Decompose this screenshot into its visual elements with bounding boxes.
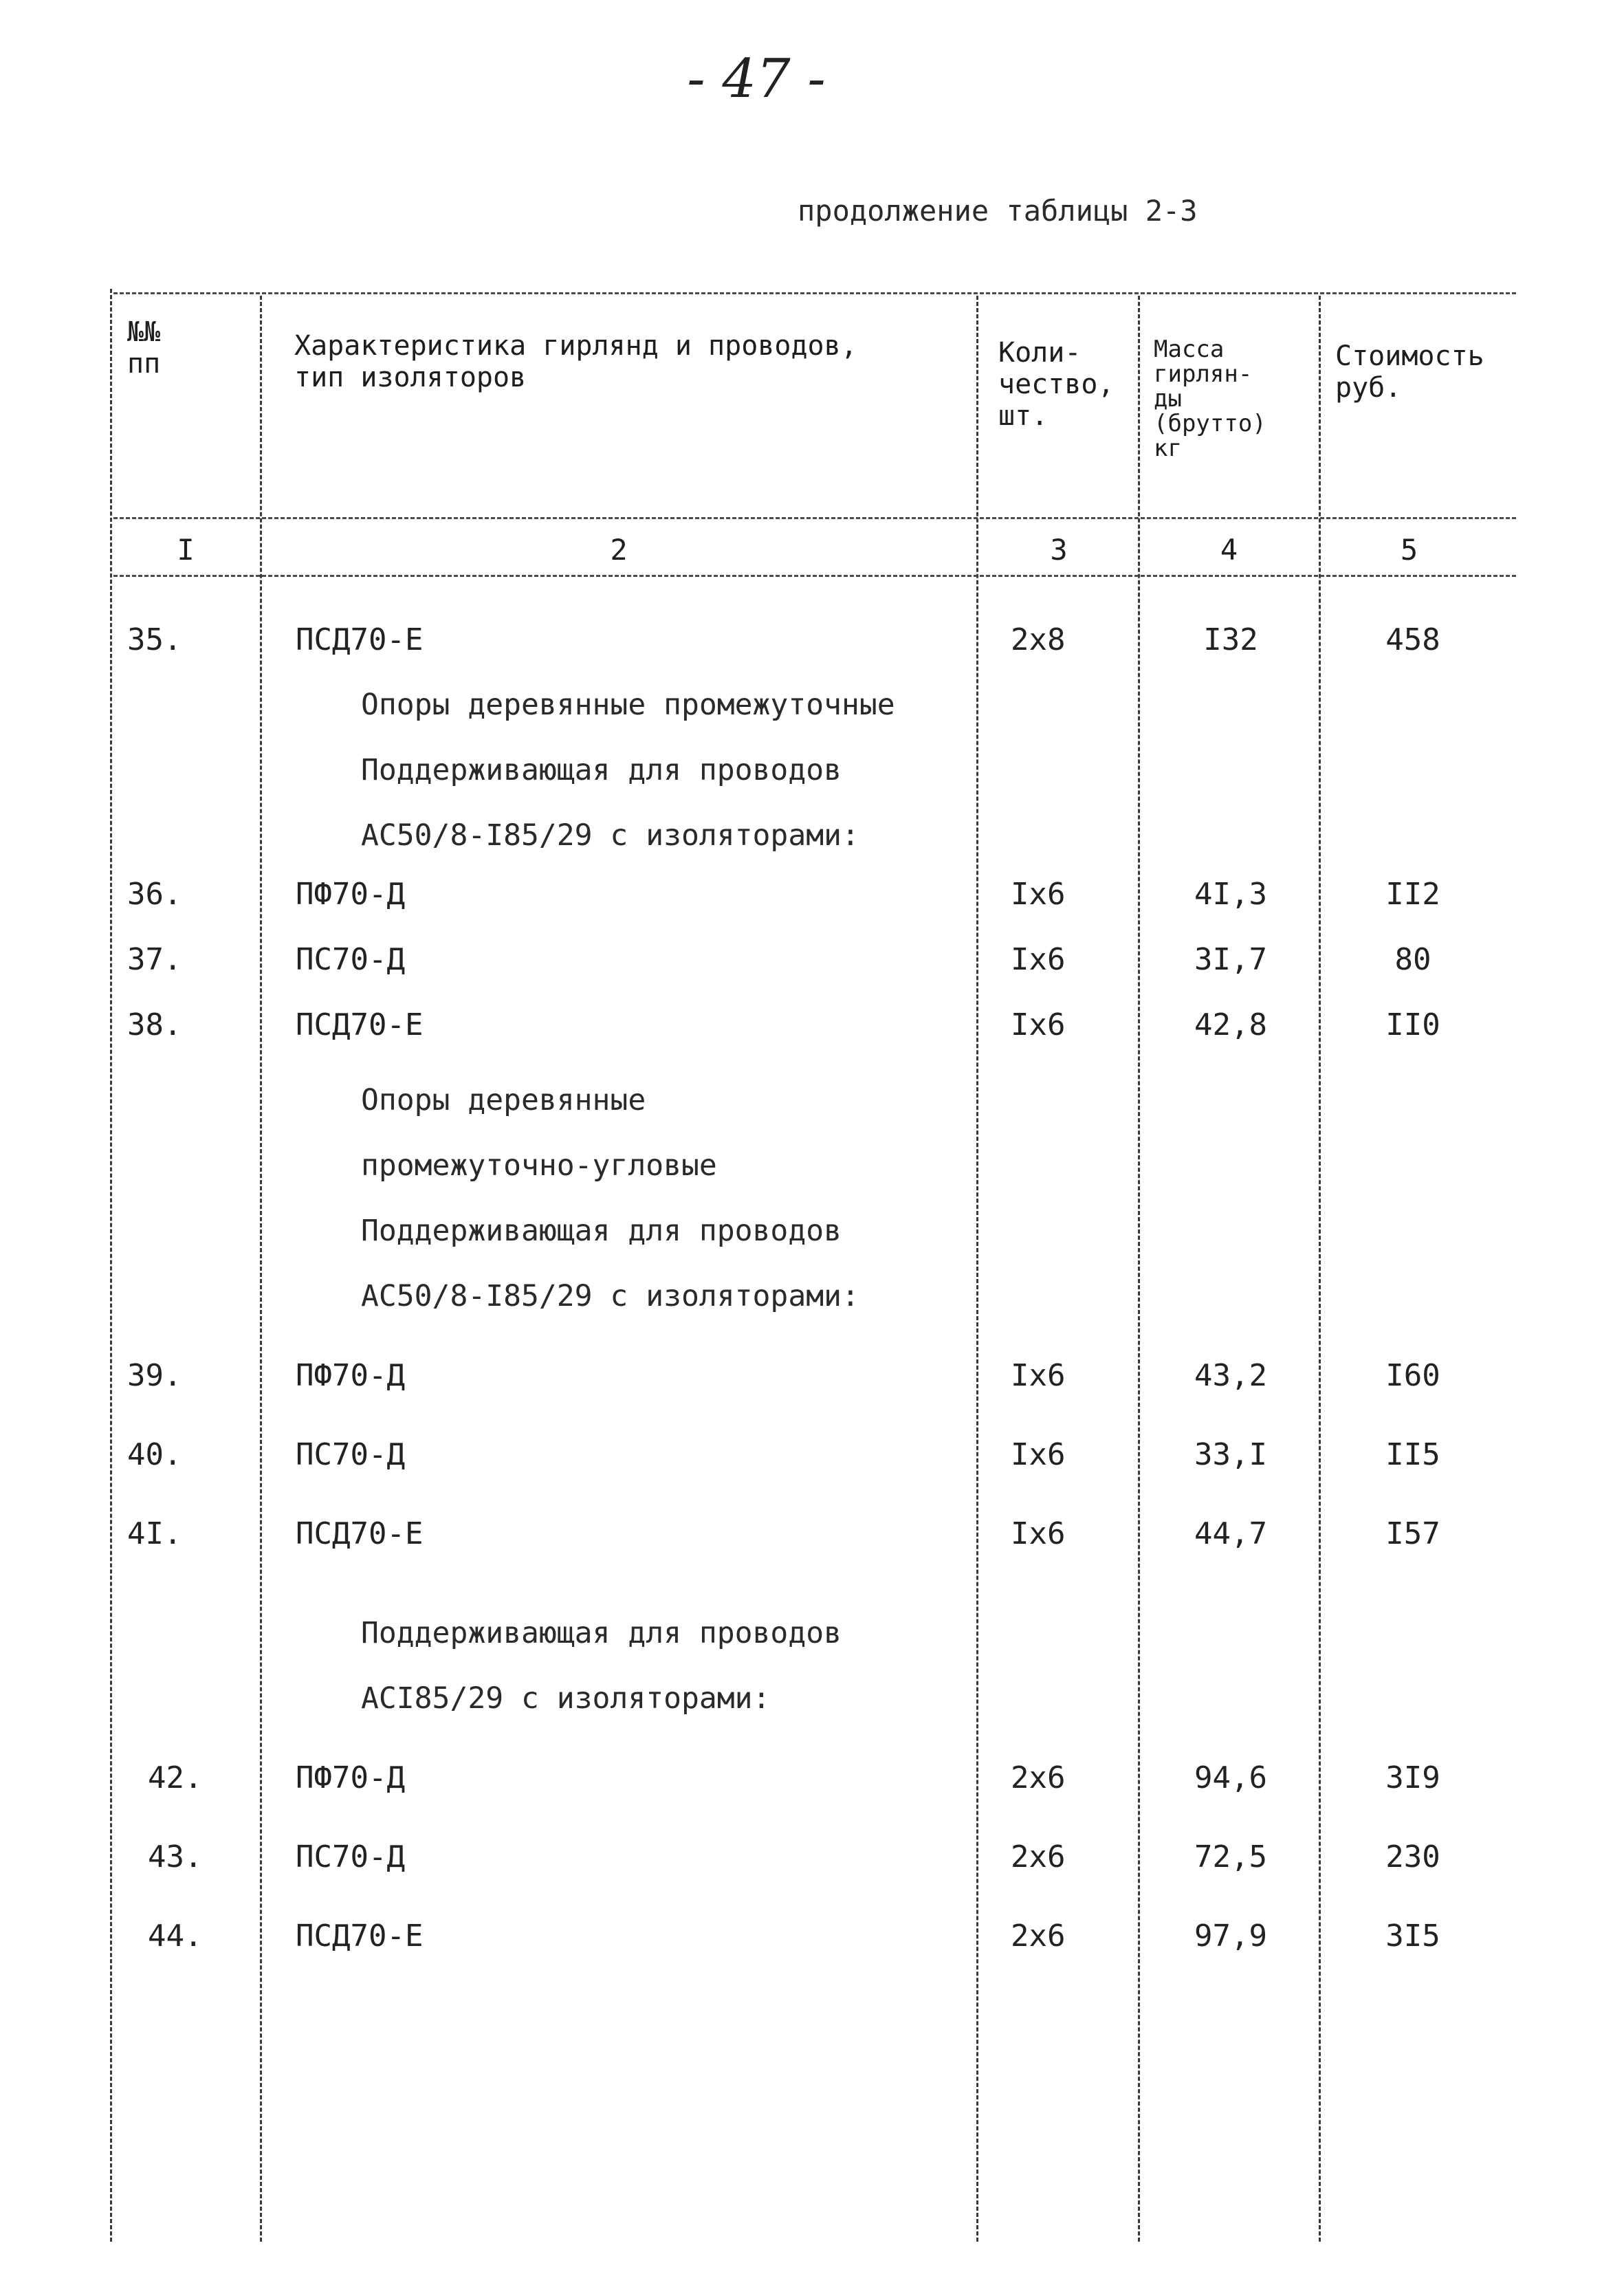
column-divider	[260, 296, 262, 2242]
item-name: ПС70-Д	[296, 942, 405, 977]
section-heading-line: промежуточно-угловые	[361, 1148, 717, 1183]
section-heading-line: АСI85/29 с изоляторами:	[361, 1681, 771, 1716]
item-quantity: Iх6	[1011, 1516, 1066, 1551]
header-cost: Стоимость руб.	[1335, 340, 1484, 404]
section-heading-line: Опоры деревянные	[361, 1083, 646, 1117]
section-heading-line: АС50/8-I85/29 с изоляторами:	[361, 1279, 859, 1313]
item-quantity: 2х6	[1011, 1839, 1066, 1874]
item-cost: 3I5	[1385, 1918, 1440, 1954]
section-heading-line: Поддерживающая для проводов	[361, 753, 842, 787]
column-number: 3	[1050, 533, 1068, 567]
column-divider	[976, 296, 978, 2242]
item-cost: I57	[1385, 1516, 1440, 1551]
column-number: I	[177, 533, 195, 567]
item-mass: 94,6	[1194, 1760, 1267, 1795]
row-number: 39.	[127, 1358, 182, 1393]
table-border-left	[110, 289, 112, 2242]
item-cost: II0	[1385, 1007, 1440, 1042]
row-number: 4I.	[127, 1516, 182, 1551]
column-number: 5	[1400, 533, 1418, 567]
item-mass: I32	[1203, 622, 1258, 657]
item-quantity: Iх6	[1011, 1437, 1066, 1472]
item-quantity: Iх6	[1011, 1358, 1066, 1393]
row-number: 37.	[127, 942, 182, 977]
item-mass: 42,8	[1194, 1007, 1267, 1042]
item-cost: II5	[1385, 1437, 1440, 1472]
item-name: ПСД70-Е	[296, 1007, 424, 1042]
row-number: 36.	[127, 877, 182, 912]
item-quantity: Iх6	[1011, 942, 1066, 977]
item-cost: 80	[1394, 942, 1431, 977]
row-number: 38.	[127, 1007, 182, 1042]
item-mass: 4I,3	[1194, 877, 1267, 912]
item-name: ПС70-Д	[296, 1437, 405, 1472]
row-number: 35.	[127, 622, 182, 657]
item-mass: 33,I	[1194, 1437, 1267, 1472]
column-divider	[1138, 296, 1140, 2242]
item-name: ПФ70-Д	[296, 877, 405, 912]
item-name: ПФ70-Д	[296, 1760, 405, 1795]
item-quantity: 2х6	[1011, 1760, 1066, 1795]
item-mass: 97,9	[1194, 1918, 1267, 1954]
column-divider	[1319, 296, 1321, 2242]
item-cost: II2	[1385, 877, 1440, 912]
item-mass: 72,5	[1194, 1839, 1267, 1874]
section-heading-line: Поддерживающая для проводов	[361, 1214, 842, 1248]
table-top-rule	[113, 292, 1516, 294]
item-mass: 3I,7	[1194, 942, 1267, 977]
header-rule	[113, 517, 1516, 519]
section-heading-line: Опоры деревянные промежуточные	[361, 688, 895, 722]
row-number: 44.	[148, 1918, 203, 1954]
item-quantity: Iх6	[1011, 1007, 1066, 1042]
row-number: 40.	[127, 1437, 182, 1472]
item-name: ПСД70-Е	[296, 1516, 424, 1551]
item-quantity: Iх6	[1011, 877, 1066, 912]
item-mass: 44,7	[1194, 1516, 1267, 1551]
item-cost: 458	[1385, 622, 1440, 657]
item-mass: 43,2	[1194, 1358, 1267, 1393]
header-characteristic: Характеристика гирлянд и проводов, тип изоляторов	[294, 330, 857, 393]
item-quantity: 2х8	[1011, 622, 1066, 657]
item-cost: I60	[1385, 1358, 1440, 1393]
row-number: 43.	[148, 1839, 203, 1874]
item-name: ПСД70-Е	[296, 622, 424, 657]
header-quantity: Коли- чество, шт.	[998, 337, 1115, 432]
header-mass: Масса гирлян- ды (брутто) кг	[1154, 336, 1266, 462]
item-cost: 3I9	[1385, 1760, 1440, 1795]
column-number-rule	[113, 575, 1516, 577]
column-number: 4	[1220, 533, 1238, 567]
table-continuation-label: продолжение таблицы 2-3	[798, 194, 1198, 228]
item-name: ПСД70-Е	[296, 1918, 424, 1954]
section-heading-line: Поддерживающая для проводов	[361, 1616, 842, 1650]
item-cost: 230	[1385, 1839, 1440, 1874]
column-number: 2	[610, 533, 628, 567]
section-heading-line: АС50/8-I85/29 с изоляторами:	[361, 818, 859, 853]
header-row-number: №№ пп	[127, 316, 161, 380]
item-name: ПС70-Д	[296, 1839, 405, 1874]
item-name: ПФ70-Д	[296, 1358, 405, 1393]
item-quantity: 2х6	[1011, 1918, 1066, 1954]
row-number: 42.	[148, 1760, 203, 1795]
page-number: - 47 -	[687, 48, 826, 110]
